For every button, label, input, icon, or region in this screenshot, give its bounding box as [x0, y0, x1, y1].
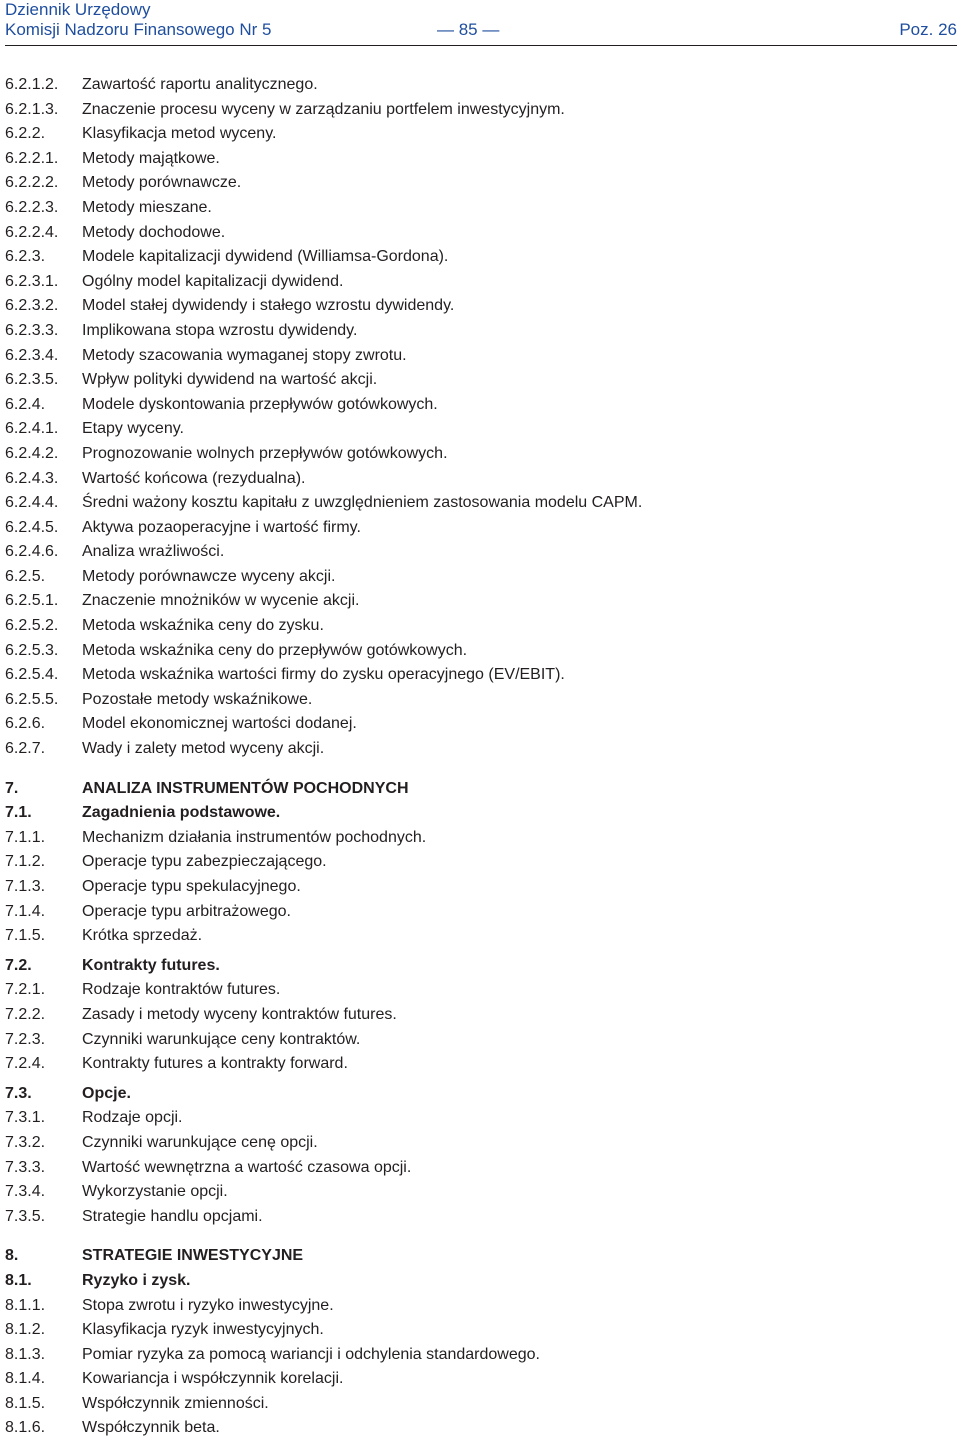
outline-item: [5, 1003, 955, 1028]
outline-item: [5, 1052, 955, 1077]
outline-item: [5, 875, 955, 900]
outline-item: [5, 98, 955, 123]
outline-text: Rodzaje kontraktów futures.: [82, 981, 281, 999]
outline-number: 8.1.1.: [5, 1296, 46, 1314]
outline-text: Mechanizm działania instrumentów pochodnych.: [82, 828, 427, 846]
outline-text: Metody porównawcze wyceny akcji.: [82, 567, 336, 585]
outline-text: Metoda wskaźnika ceny do zysku.: [82, 617, 324, 635]
outline-text: Zawartość raportu analitycznego.: [82, 76, 318, 93]
outline-text: Wpływ polityki dywidend na wartość akcji.: [82, 371, 378, 389]
outline-item: [5, 1106, 955, 1131]
outline-number: 7.2.4.: [5, 1055, 46, 1073]
outline-item: [5, 978, 955, 1003]
outline-number: 6.2.1.2.: [5, 76, 59, 93]
journal-issue: Komisji Nadzoru Finansowego Nr 5: [5, 20, 272, 39]
outline-number: 6.2.7.: [5, 740, 46, 758]
outline-item: [5, 1294, 955, 1319]
outline-number: 6.2.4.1.: [5, 420, 59, 438]
outline-number: 7.: [5, 779, 19, 797]
outline-text: Implikowana stopa wzrostu dywidendy.: [82, 321, 358, 339]
outline-text: Pozostałe metody wskaźnikowe.: [82, 690, 313, 708]
outline-number: 6.2.3.5.: [5, 371, 59, 389]
outline-item: [5, 663, 955, 688]
outline-text: Etapy wyceny.: [82, 420, 184, 438]
outline-number: 6.2.1.3.: [5, 100, 59, 118]
outline-text: Opcje.: [82, 1084, 131, 1102]
outline-item: [5, 1028, 955, 1053]
outline-item: [5, 639, 955, 664]
outline-number: 8.1.2.: [5, 1321, 46, 1339]
outline-number: 7.3.5.: [5, 1207, 46, 1225]
outline-item: [5, 516, 955, 541]
outline-text: Model ekonomicznej wartości dodanej.: [82, 715, 357, 733]
outline-text: Kowariancja i współczynnik korelacji.: [82, 1370, 344, 1388]
outline-text: Czynniki warunkujące cenę opcji.: [82, 1133, 318, 1151]
outline-number: 6.2.3.3.: [5, 321, 59, 339]
outline-text: Modele dyskontowania przepływów gotówkowych.: [82, 395, 438, 413]
outline-item: [5, 1205, 955, 1230]
outline-item: [5, 850, 955, 875]
outline-item: [5, 924, 955, 949]
outline-number: 6.2.4.2.: [5, 444, 59, 462]
outline-number: 8.1.4.: [5, 1370, 46, 1388]
outline-item: [5, 147, 955, 172]
outline-text: Wartość wewnętrzna a wartość czasowa opcji.: [82, 1158, 412, 1176]
outline-number: 6.2.3.1.: [5, 272, 59, 290]
outline-number: 6.2.4.5.: [5, 518, 59, 536]
outline-item: [5, 122, 955, 147]
outline-number: 7.1.: [5, 804, 32, 822]
outline-item: [5, 826, 955, 851]
outline-item: [5, 442, 955, 467]
outline-item: [5, 270, 955, 295]
outline-number: 7.3.2.: [5, 1133, 46, 1151]
outline-text: Analiza wrażliwości.: [82, 543, 225, 561]
outline-text: ANALIZA INSTRUMENTÓW POCHODNYCH: [82, 779, 409, 797]
outline-number: 6.2.5.5.: [5, 690, 59, 708]
outline-number: 6.2.2.4.: [5, 223, 59, 241]
outline-number: 6.2.2.3.: [5, 198, 59, 216]
outline-number: 7.3.1.: [5, 1109, 46, 1127]
outline-item: [5, 319, 955, 344]
journal-title: Dziennik Urzędowy: [5, 0, 151, 19]
outline-number: 7.2.2.: [5, 1005, 46, 1023]
spacer: [5, 1229, 955, 1244]
header-divider: [5, 45, 957, 46]
outline-number: 7.2.: [5, 956, 32, 974]
outline-text: Operacje typu arbitrażowego.: [82, 902, 291, 920]
outline-text: Operacje typu zabezpieczającego.: [82, 853, 327, 871]
outline-text: Klasyfikacja ryzyk inwestycyjnych.: [82, 1321, 324, 1339]
outline-item: [5, 737, 955, 762]
outline-text: Aktywa pozaoperacyjne i wartość firmy.: [82, 518, 361, 536]
outline-number: 6.2.3.2.: [5, 297, 59, 315]
outline-text: Zagadnienia podstawowe.: [82, 804, 281, 822]
outline-item: [5, 1343, 955, 1368]
outline-text: Wady i zalety metod wyceny akcji.: [82, 740, 325, 758]
outline-text: Metody dochodowe.: [82, 223, 226, 241]
outline-item: [5, 245, 955, 270]
outline-text: Metody majątkowe.: [82, 149, 220, 167]
outline-text: Zasady i metody wyceny kontraktów futures.: [82, 1005, 397, 1023]
outline-item: [5, 1156, 955, 1181]
outline-number: 6.2.5.4.: [5, 666, 59, 684]
page-number: — 85 —: [437, 20, 500, 39]
outline-number: 6.2.4.: [5, 395, 46, 413]
outline-item: [5, 368, 955, 393]
outline-text: Średni ważony kosztu kapitału z uwzględnieniem zastosowania modelu CAPM.: [82, 494, 643, 512]
outline-text: Rodzaje opcji.: [82, 1109, 183, 1127]
subsection-title: [5, 1269, 955, 1294]
outline-number: 7.3.3.: [5, 1158, 46, 1176]
outline-text: Model stałej dywidendy i stałego wzrostu dywidendy.: [82, 297, 455, 315]
outline-text: Stopa zwrotu i ryzyko inwestycyjne.: [82, 1296, 334, 1314]
outline-text: Pomiar ryzyka za pomocą wariancji i odchylenia standardowego.: [82, 1345, 540, 1363]
outline-item: [5, 565, 955, 590]
outline-text: Metody szacowania wymaganej stopy zwrotu.: [82, 346, 407, 364]
outline-item: [5, 589, 955, 614]
outline-item: [5, 1318, 955, 1343]
outline-item: [5, 196, 955, 221]
outline-text: Krótka sprzedaż.: [82, 927, 203, 945]
outline-item: [5, 393, 955, 418]
subsection-title: [5, 1082, 955, 1107]
outline-text: STRATEGIE INWESTYCYJNE: [82, 1247, 304, 1265]
outline-text: Znaczenie mnożników w wycenie akcji.: [82, 592, 360, 610]
outline-item: [5, 1392, 955, 1417]
outline-text: Czynniki warunkujące ceny kontraktów.: [82, 1030, 361, 1048]
outline-text: Prognozowanie wolnych przepływów gotówkowych.: [82, 444, 448, 462]
outline-number: 6.2.2.1.: [5, 149, 59, 167]
outline-number: 7.2.1.: [5, 981, 46, 999]
outline-number: 6.2.6.: [5, 715, 46, 733]
outline-item: [5, 712, 955, 737]
outline-item: [5, 344, 955, 369]
outline-text: Ryzyko i zysk.: [82, 1271, 191, 1289]
outline-text: Metody mieszane.: [82, 198, 212, 216]
outline-item: [5, 73, 955, 98]
outline-text: Metoda wskaźnika wartości firmy do zysku operacyjnego (EV/EBIT).: [82, 666, 565, 684]
outline-text: Wykorzystanie opcji.: [82, 1183, 228, 1201]
outline-text: Kontrakty futures.: [82, 956, 220, 974]
outline-text: Kontrakty futures a kontrakty forward.: [82, 1055, 348, 1073]
outline-item: [5, 1416, 955, 1441]
outline-item: [5, 221, 955, 246]
outline-item: [5, 1180, 955, 1205]
outline-item: [5, 900, 955, 925]
table-of-contents: [5, 73, 955, 1441]
outline-text: Operacje typu spekulacyjnego.: [82, 878, 301, 895]
section-heading: [5, 777, 955, 802]
outline-item: [5, 417, 955, 442]
outline-number: 6.2.5.2.: [5, 617, 59, 635]
outline-number: 8.1.5.: [5, 1394, 46, 1412]
subsection-title: [5, 954, 955, 979]
outline-number: 6.2.4.6.: [5, 543, 59, 561]
outline-number: 8.1.3.: [5, 1345, 46, 1363]
outline-number: 6.2.2.2.: [5, 174, 59, 192]
outline-item: [5, 614, 955, 639]
section-heading: [5, 1244, 955, 1269]
spacer: [5, 762, 955, 777]
outline-text: Klasyfikacja metod wyceny.: [82, 125, 277, 143]
outline-number: 7.1.5.: [5, 927, 46, 945]
outline-item: [5, 540, 955, 565]
outline-item: [5, 171, 955, 196]
outline-text: Współczynnik zmienności.: [82, 1394, 269, 1412]
outline-number: 7.1.3.: [5, 878, 46, 895]
outline-number: 6.2.4.3.: [5, 469, 59, 487]
outline-text: Metody porównawcze.: [82, 174, 242, 192]
outline-number: 6.2.3.: [5, 248, 46, 266]
outline-number: 7.1.1.: [5, 828, 46, 846]
outline-item: [5, 491, 955, 516]
outline-item: [5, 1131, 955, 1156]
outline-text: Modele kapitalizacji dywidend (Williamsa-Gordona).: [82, 248, 449, 266]
outline-item: [5, 294, 955, 319]
outline-number: 7.2.3.: [5, 1030, 46, 1048]
outline-number: 6.2.2.: [5, 125, 46, 143]
outline-item: [5, 467, 955, 492]
outline-number: 6.2.5.: [5, 567, 46, 585]
subsection-title: [5, 801, 955, 826]
outline-text: Znaczenie procesu wyceny w zarządzaniu portfelem inwestycyjnym.: [82, 100, 565, 118]
outline-number: 7.3.4.: [5, 1183, 46, 1201]
outline-number: 8.: [5, 1247, 19, 1265]
outline-text: Ogólny model kapitalizacji dywidend.: [82, 272, 344, 290]
position-number: Poz. 26: [899, 20, 957, 39]
page-header: [5, 0, 957, 48]
outline-text: Wartość końcowa (rezydualna).: [82, 469, 306, 487]
outline-number: 8.1.6.: [5, 1419, 46, 1437]
outline-item: [5, 1367, 955, 1392]
outline-text: Strategie handlu opcjami.: [82, 1207, 263, 1225]
outline-item: [5, 688, 955, 713]
outline-text: Współczynnik beta.: [82, 1419, 220, 1437]
outline-number: 8.1.: [5, 1271, 32, 1289]
outline-number: 6.2.3.4.: [5, 346, 59, 364]
outline-number: 6.2.5.3.: [5, 641, 59, 659]
outline-number: 7.1.2.: [5, 853, 46, 871]
outline-number: 7.3.: [5, 1084, 32, 1102]
outline-text: Metoda wskaźnika ceny do przepływów gotówkowych.: [82, 641, 468, 659]
outline-number: 6.2.5.1.: [5, 592, 59, 610]
outline-number: 7.1.4.: [5, 902, 46, 920]
outline-number: 6.2.4.4.: [5, 494, 59, 512]
